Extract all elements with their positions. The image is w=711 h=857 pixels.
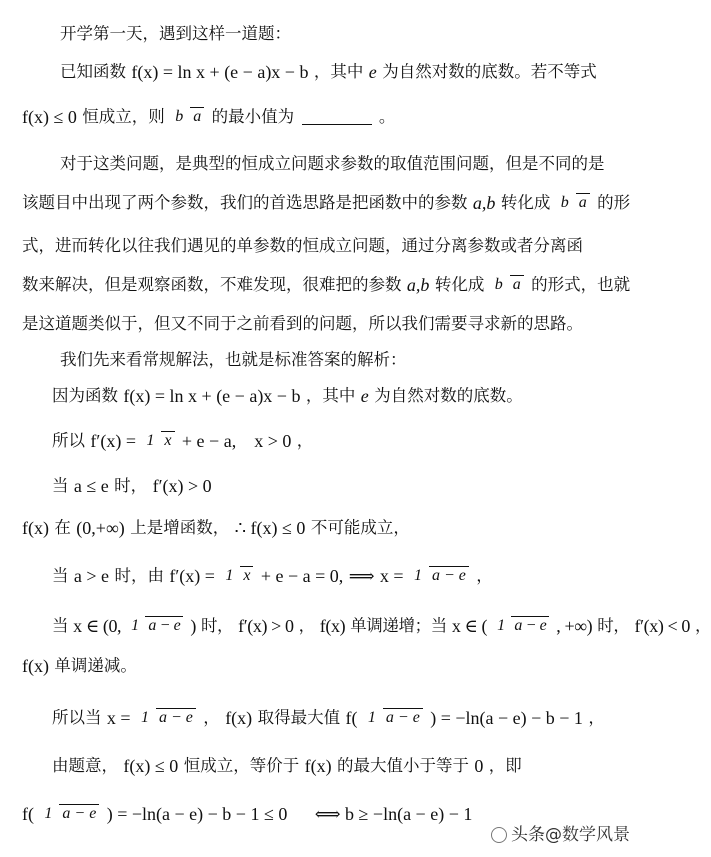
solution-e: e (360, 385, 369, 406)
fraction-1-over-a-minus-e: 1 a − e (411, 566, 469, 585)
para1-text: 的形式，也就 (531, 274, 631, 294)
problem-line-1 (0, 54, 640, 88)
solution-text: 当 (52, 615, 69, 635)
para1-text: 的形 (597, 192, 631, 212)
solution-text: 不可能成立， (310, 517, 410, 537)
condition: a > e (73, 565, 110, 586)
problem-inequality: f(x) ≤ 0 (22, 106, 77, 127)
solution-text: 时， (200, 615, 234, 635)
problem-text: 恒成立，则 (82, 106, 165, 126)
intro-line (0, 16, 640, 50)
solution-text: 恒成立，等价于 (183, 755, 300, 775)
solution-text: ， (298, 615, 315, 635)
derivative: f′(x) = (169, 565, 215, 586)
problem-text: 已知函数 (60, 61, 126, 81)
max-value-expr: f( (345, 707, 358, 728)
interval: (0,+∞) (76, 517, 125, 538)
solution-function: f(x) = ln x + (e − a)x − b (123, 385, 301, 406)
solution-text: ， (695, 615, 711, 635)
final-expr: f( (22, 803, 34, 824)
max-value-expr: ) = −ln(a − e) − b − 1 (430, 707, 583, 728)
condition: a ≤ e (73, 475, 109, 496)
function-ref: f(x) (22, 655, 49, 676)
solution-text: 上是增函数， (130, 517, 230, 537)
para1-text: 该题目中出现了两个参数，我们的首选思路是把函数中的参数 (22, 192, 468, 212)
problem-text: 为自然对数的底数。若不等式 (382, 61, 597, 81)
solution-line-9 (0, 748, 640, 782)
para1-line-1 (0, 146, 640, 180)
para1-text: 是这道题类似于，但又不同于之前看到的问题，所以我们需要寻求新的思路。 (22, 313, 583, 333)
para1-text: 转化成 (434, 274, 485, 294)
solution-line-3 (0, 468, 640, 502)
solution-text: 的最大值小于等于 (336, 755, 469, 775)
solution-line-4 (0, 510, 640, 544)
para1-text: 式，进而转化以往我们遇见的单参数的恒成立问题，通过分离参数或者分离函 (22, 235, 583, 255)
solution-text: 因为函数 (52, 385, 118, 405)
solution-text: 由题意， (52, 755, 118, 775)
solution-text: ，即 (488, 755, 522, 775)
intro-text: 开学第一天，遇到这样一道题： (60, 23, 291, 43)
solution-text: 在 (54, 517, 71, 537)
final-expr: ) = −ln(a − e) − b − 1 ≤ 0 (106, 803, 288, 824)
solution-text: 单调递增；当 (350, 615, 447, 635)
solution-text: ， (296, 430, 314, 450)
fraction-b-over-a: b a (492, 275, 524, 294)
fraction-1-over-a-minus-e: 1 a − e (128, 616, 183, 635)
para1-line-4 (0, 264, 640, 304)
x-equals: x = (106, 707, 131, 728)
solution-text: ， (588, 707, 605, 727)
problem-text: ，其中 (313, 61, 364, 81)
derivative: f′(x) = (90, 430, 136, 451)
problem-function: f(x) = ln x + (e − a)x − b (131, 61, 309, 82)
problem-text: 。 (378, 106, 396, 126)
para1-line-2 (0, 182, 640, 222)
zero-value: 0 (474, 755, 484, 776)
derivative-sign: f′(x) > 0 (238, 615, 294, 636)
therefore-statement: ∴ f(x) ≤ 0 (234, 517, 306, 538)
fraction-1-over-a-minus-e: 1 a − e (41, 804, 99, 823)
implies-arrow-icon: ⟹ (348, 565, 375, 586)
para2-text: 我们先来看常规解法，也就是标准答案的解析： (60, 349, 407, 369)
watermark-text: 头条@数学风景 (511, 825, 630, 845)
watermark-logo-icon (491, 827, 507, 843)
fraction-b-over-a: b a (558, 193, 590, 212)
fraction-b-over-a: b a (172, 107, 204, 126)
interval: x ∈ (0, (73, 615, 122, 636)
derivative-sign: f′(x) > 0 (152, 475, 212, 496)
solution-text: 时， (597, 615, 630, 635)
solution-text: ， (476, 565, 493, 585)
solution-line-6 (0, 602, 711, 648)
solution-text: ，其中 (305, 385, 356, 405)
para1-text: 数来解决，但是观察函数，不难发现，很难把的参数 (22, 274, 402, 294)
inequality: f(x) ≤ 0 (123, 755, 179, 776)
x-equals: x = (379, 565, 404, 586)
solution-text: 所以当 (52, 707, 102, 727)
param-ab: a,b (406, 274, 430, 295)
fraction-1-over-x: 1 x (143, 431, 174, 450)
para2-line (0, 342, 640, 376)
answer-blank (302, 108, 372, 125)
problem-text: 的最小值为 (211, 106, 295, 126)
derivative-sign: f′(x) < 0 (634, 615, 690, 636)
function-ref: f(x) (319, 615, 346, 636)
function-ref: f(x) (22, 517, 49, 538)
derivative-rest: + e − a, x > 0 (181, 430, 292, 451)
fraction-1-over-a-minus-e: 1 a − e (365, 708, 423, 727)
para1-text: 对于这类问题，是典型的恒成立问题求参数的取值范围问题，但是不同的是 (60, 153, 605, 173)
solution-line-7 (0, 648, 640, 682)
watermark (491, 820, 630, 845)
solution-text: 取得最大值 (257, 707, 341, 727)
problem-e: e (368, 61, 377, 82)
derivative-rest: + e − a = 0, (260, 565, 344, 586)
function-ref: f(x) (225, 707, 253, 728)
problem-line-2 (0, 96, 640, 136)
solution-text: 所以 (52, 430, 85, 450)
solution-text: 单调递减。 (54, 655, 137, 675)
solution-text: 时， (114, 475, 148, 495)
solution-line-8 (0, 694, 640, 740)
fraction-1-over-a-minus-e: 1 a − e (138, 708, 196, 727)
solution-text: 时，由 (114, 565, 164, 585)
interval: , +∞) (556, 615, 593, 636)
para1-line-5 (0, 306, 640, 340)
solution-text: 为自然对数的底数。 (374, 385, 523, 405)
fraction-1-over-x: 1 x (222, 566, 253, 585)
solution-text: ， (203, 707, 220, 727)
interval: ) (190, 615, 196, 636)
para1-line-3 (0, 228, 640, 262)
final-equivalence: ⟺ b ≥ −ln(a − e) − 1 (314, 803, 473, 824)
solution-text: 当 (52, 565, 69, 585)
solution-text: 当 (52, 475, 69, 495)
solution-line-2 (0, 418, 640, 462)
solution-line-1 (0, 378, 640, 412)
solution-line-5 (0, 552, 640, 598)
interval: x ∈ ( (451, 615, 488, 636)
para1-text: 转化成 (500, 192, 551, 212)
fraction-1-over-a-minus-e: 1 a − e (494, 616, 549, 635)
function-ref: f(x) (304, 755, 332, 776)
param-ab: a,b (472, 192, 496, 213)
